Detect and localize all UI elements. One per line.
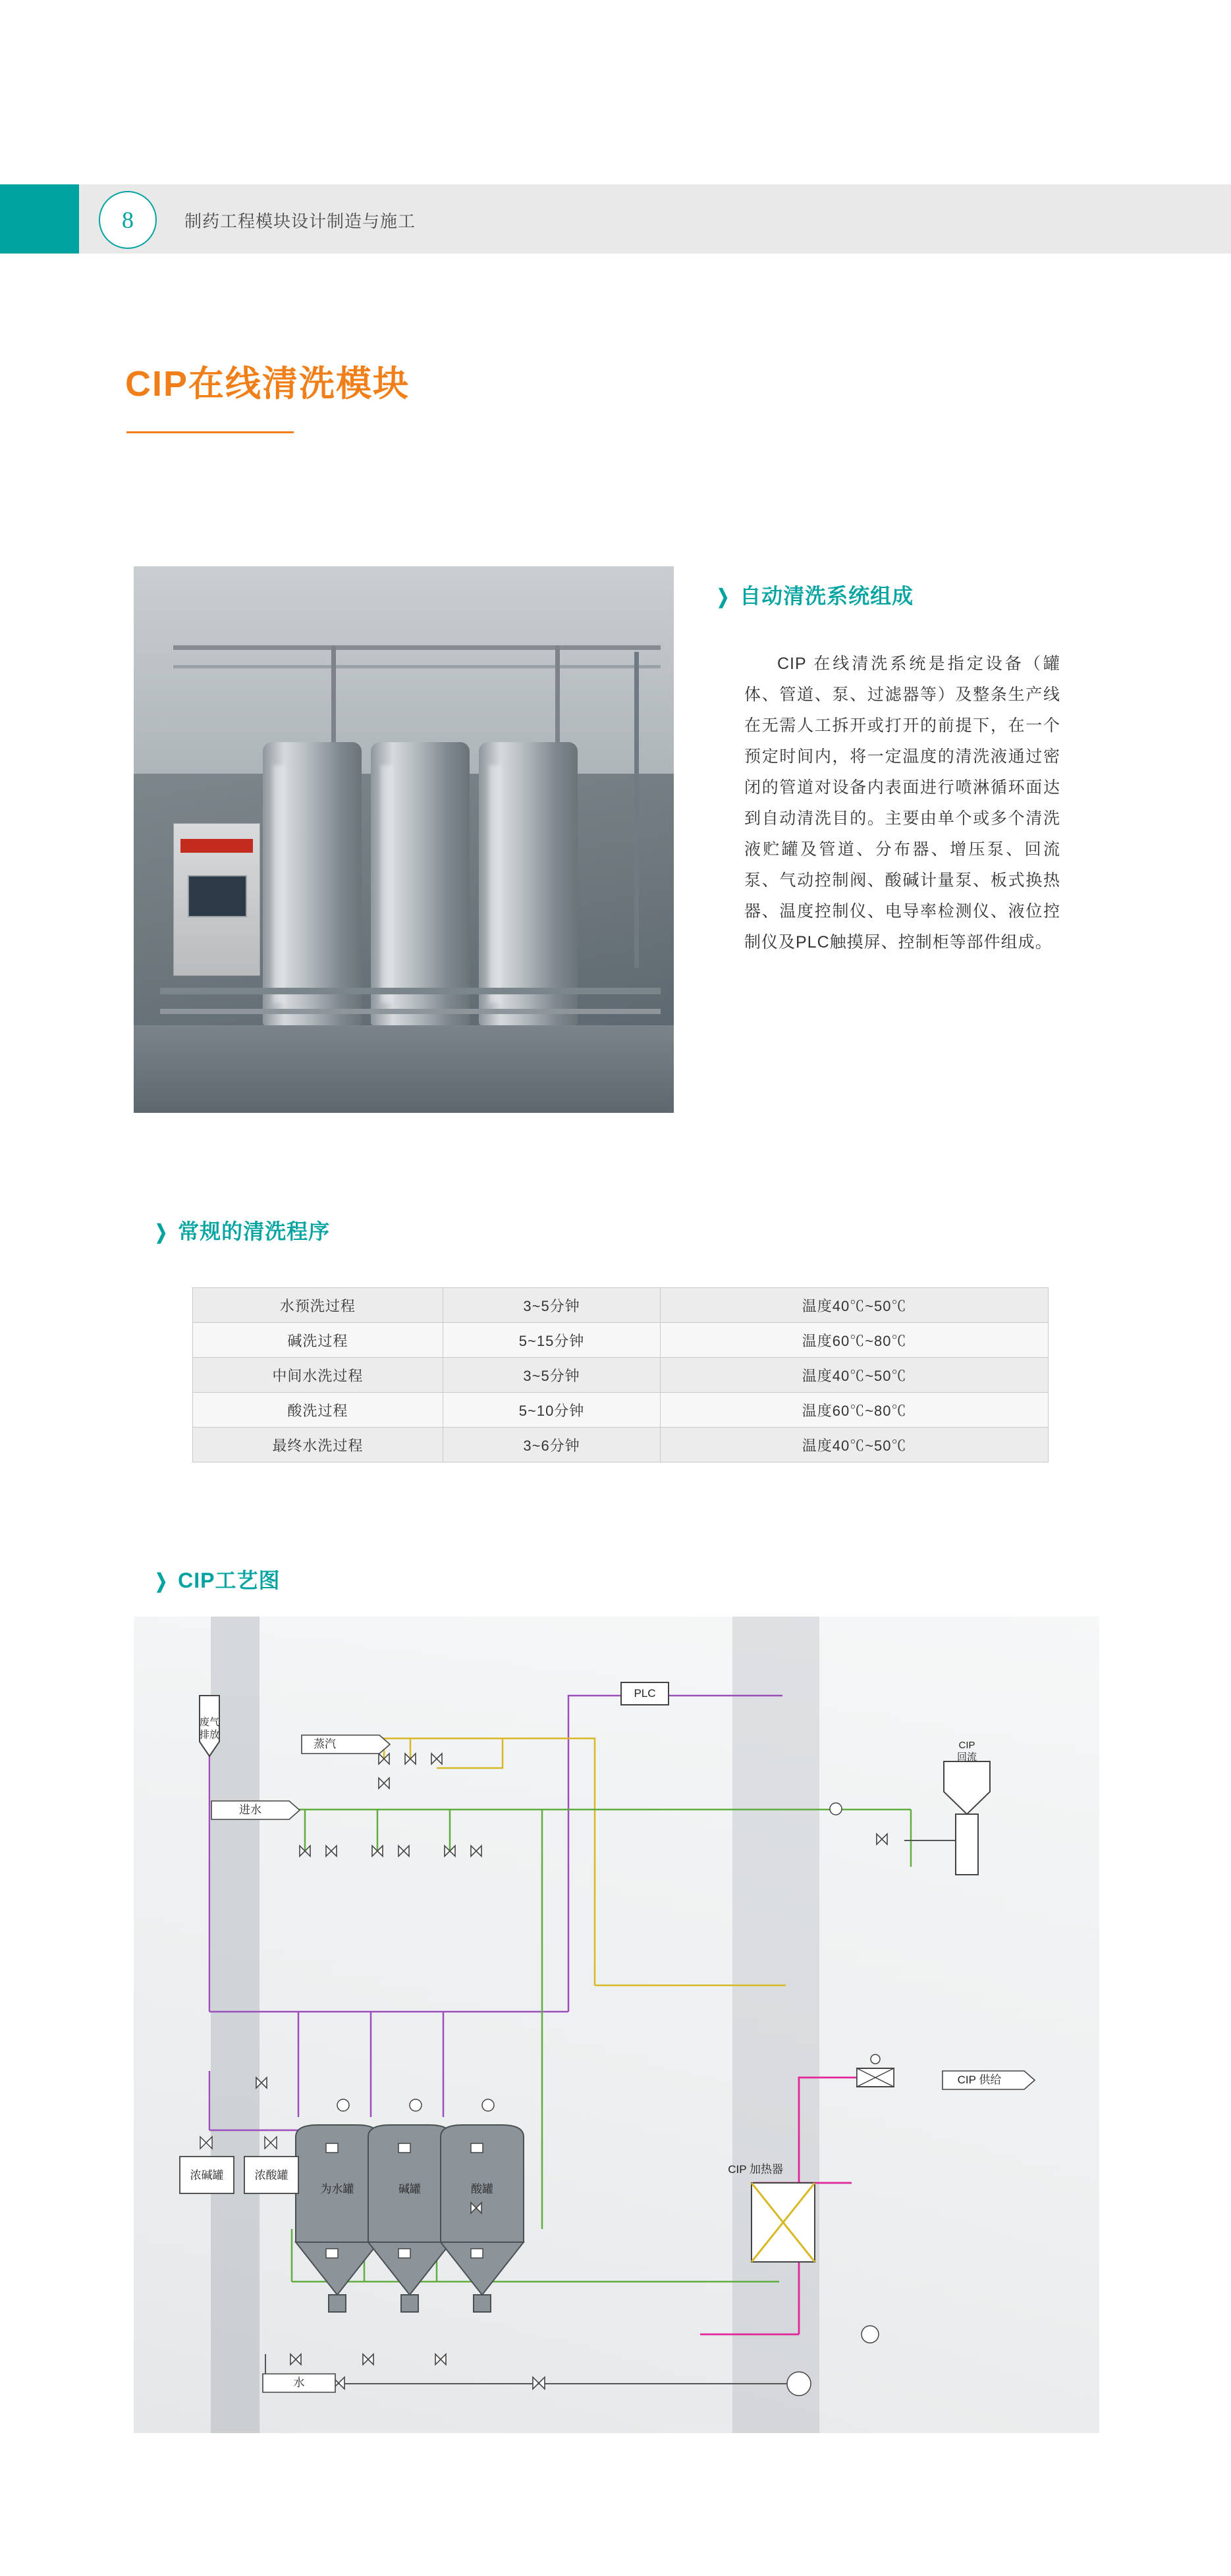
table-row [193,1288,1049,1323]
section-heading-process-diagram: ❯ CIP工艺图 [155,1569,281,1592]
header-accent-block [0,184,79,254]
exhaust-label: 废气 [199,1717,220,1728]
heater-label: CIP 加热器 [728,2163,783,2176]
water-label: 水 [293,2376,305,2389]
photo-cabinet-screen [188,875,247,917]
cip-return-label: CIP [958,1740,975,1751]
table-row [193,1428,1049,1462]
tank3-label: 酸罐 [471,2183,493,2195]
control-valve [857,2054,894,2087]
exhaust-label2: 排放 [199,1729,220,1740]
cip-supply-label: CIP 供给 [957,2074,1002,2086]
page-number-badge: 8 [99,191,157,249]
photo-tank [263,742,362,1025]
photo-tank [371,742,470,1025]
tank1-label: 为水罐 [320,2183,354,2195]
page-title: CIP在线清洗模块 [125,364,410,404]
table-cell: 5~15分钟 [443,1323,661,1358]
running-title: 制药工程模块设计制造与施工 [184,211,416,231]
page-title-underline [126,431,294,433]
chevron-right-icon: ❯ [717,586,730,608]
photo-floor [134,1025,674,1113]
diagram-valves [256,1754,887,2389]
table-cell: 3~5分钟 [443,1288,661,1323]
section-heading-system-composition: ❯ 自动清洗系统组成 [717,584,914,608]
table-cell: 中间水洗过程 [193,1358,443,1393]
photo-control-cabinet [173,823,260,976]
conc-acid-label: 浓酸罐 [254,2169,288,2182]
table-cell: 温度40℃~50℃ [661,1428,1049,1462]
table-cell: 碱洗过程 [193,1323,443,1358]
table-cell: 酸洗过程 [193,1393,443,1428]
pipe-yellow [331,1738,786,1985]
cip-return-vessel [944,1761,990,1875]
conc-alkali-label: 浓碱罐 [190,2169,224,2182]
cleaning-procedure-table [192,1287,1049,1462]
diagram-drawing [134,1617,1099,2433]
tank2-label: 碱罐 [398,2183,421,2195]
photo-pipe [173,665,661,668]
table-cell: 5~10分钟 [443,1393,661,1428]
cip-heater [752,2183,815,2262]
photo-tank [479,742,578,1025]
table-cell: 温度60℃~80℃ [661,1393,1049,1428]
table-cell: 3~6分钟 [443,1428,661,1462]
plc-box [621,1682,669,1705]
table-cell: 最终水洗过程 [193,1428,443,1462]
photo-pipe [160,1009,661,1014]
table-cell: 温度40℃~50℃ [661,1358,1049,1393]
section-heading-cleaning-procedure: ❯ 常规的清洗程序 [155,1220,331,1243]
chevron-right-icon: ❯ [155,1570,168,1592]
water-in-label: 进水 [239,1804,261,1816]
steam-label: 蒸汽 [314,1738,336,1750]
cip-return-label2: 回流 [956,1752,977,1763]
table-row [193,1323,1049,1358]
table-row [193,1358,1049,1393]
chemical-tanks [180,2124,298,2193]
table-cell: 水预洗过程 [193,1288,443,1323]
photo-pipe [173,645,661,650]
cip-equipment-photo [134,566,674,1113]
photo-pipe [160,988,661,994]
pipe-purple [209,1696,782,2130]
table-cell: 温度60℃~80℃ [661,1323,1049,1358]
table-row [193,1393,1049,1428]
chevron-right-icon: ❯ [155,1221,168,1243]
photo-cabinet-stripe [180,839,252,853]
cip-process-diagram [134,1617,1099,2433]
system-composition-paragraph: CIP 在线清洗系统是指定设备（罐体、管道、泵、过滤器等）及整条生产线在无需人工拆开或打开的前提下，在一个预定时间内，将一定温度的清洗液通过密闭的管道对设备内表面进行喷淋循环面达到自动清洗目的。主要由单个或多个清洗液贮罐及管道、分布器、增压泵、回流泵、气动控制阀、酸碱计量泵、板式换热器、温度控制仪、电导率检测仪、液位控制仪及PLC触摸屏、控制柜等部件组成。 [744,655,1060,952]
plc-label: PLC [634,1687,656,1700]
photo-pipe [634,652,639,968]
table-cell: 温度40℃~50℃ [661,1288,1049,1323]
table-cell: 3~5分钟 [443,1358,661,1393]
